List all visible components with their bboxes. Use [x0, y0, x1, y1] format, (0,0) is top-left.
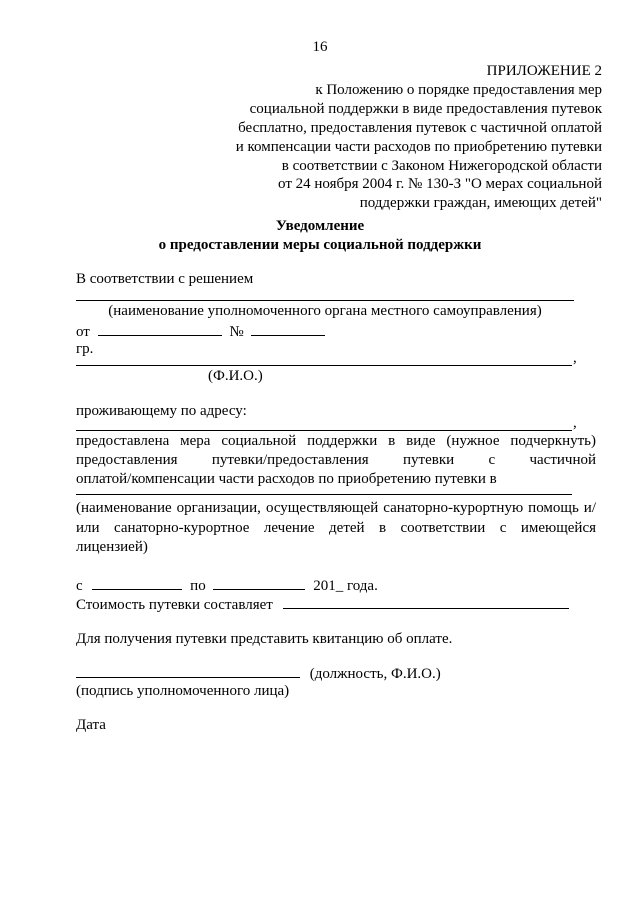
- decision-date-number-row: [76, 321, 596, 340]
- fio-comma: ,: [573, 350, 577, 366]
- authority-hint: (наименование уполномоченного органа местного самоуправления): [108, 303, 542, 319]
- measure-line-3: оплатой/компенсации части расходов по приобретению путевки в: [76, 471, 497, 487]
- number-label: №: [229, 324, 244, 340]
- decision-number-field[interactable]: [251, 321, 325, 336]
- appendix-header: [182, 62, 602, 213]
- fio-field[interactable]: [76, 350, 596, 367]
- fio-underline: [76, 365, 572, 366]
- cost-label: Стоимость путевки составляет: [76, 596, 273, 613]
- address-underline: [76, 430, 572, 431]
- period-from-label: с: [76, 577, 83, 594]
- authority-underline: [76, 300, 574, 301]
- date-label: Дата: [76, 716, 106, 733]
- signature-row: [76, 663, 596, 682]
- period-year-label: 201_ года.: [313, 577, 378, 594]
- from-label: от: [76, 324, 90, 340]
- appendix-line: и компенсации части расходов по приобретению путевки: [235, 138, 602, 155]
- signature-hint: (подпись уполномоченного лица): [76, 682, 290, 699]
- fio-hint: (Ф.И.О.): [208, 368, 263, 384]
- address-label: проживающему по адресу:: [76, 403, 247, 419]
- organization-field[interactable]: [76, 489, 596, 497]
- measure-line-2: предоставления путевки/предоставления путевки с частичной: [76, 452, 596, 468]
- period-end-field[interactable]: [213, 575, 305, 590]
- appendix-line: поддержки граждан, имеющих детей": [359, 195, 602, 212]
- cost-field[interactable]: [283, 594, 569, 609]
- period-to-label: по: [190, 577, 206, 594]
- authority-field[interactable]: [76, 289, 596, 302]
- address-field[interactable]: [76, 415, 596, 431]
- appendix-line: ПРИЛОЖЕНИЕ 2: [486, 63, 602, 79]
- signature-field[interactable]: [76, 663, 300, 678]
- organization-underline: [76, 494, 572, 495]
- period-row: [76, 575, 596, 594]
- appendix-line: социальной поддержки в виде предоставления путевок: [249, 100, 602, 117]
- page-number: 16: [312, 39, 328, 55]
- subtitle-line: о предоставлении меры социальной поддержки: [158, 236, 482, 253]
- title-line: Уведомление: [275, 218, 365, 234]
- citizen-label: гр.: [76, 341, 94, 357]
- organization-hint: (наименование организации, осуществляющей санаторно-курортную помощь и/или санаторно-курортное лечение детей в соответствии с имеющейся лицензией): [76, 500, 596, 555]
- document-title: [0, 217, 640, 254]
- measure-line-1: предоставлена мера социальной поддержки в виде (нужное подчеркнуть): [76, 433, 596, 449]
- receipt-note: Для получения путевки представить квитанцию об оплате.: [76, 630, 453, 647]
- appendix-line: от 24 ноября 2004 г. № 130-З "О мерах социальной: [278, 176, 602, 193]
- appendix-line: в соответствии с Законом Нижегородской области: [281, 157, 602, 174]
- appendix-line: бесплатно, предоставления путевок с частичной оплатой: [238, 119, 602, 136]
- appendix-line: к Положению о порядке предоставления мер: [315, 81, 602, 98]
- decision-date-field[interactable]: [98, 321, 222, 336]
- measure-paragraph: [76, 430, 596, 489]
- cost-row: [76, 594, 596, 613]
- period-start-field[interactable]: [92, 575, 182, 590]
- notice-form: [76, 270, 596, 735]
- address-comma: ,: [573, 415, 577, 431]
- position-hint: (должность, Ф.И.О.): [309, 665, 441, 682]
- decision-intro: В соответствии с решением: [76, 271, 254, 287]
